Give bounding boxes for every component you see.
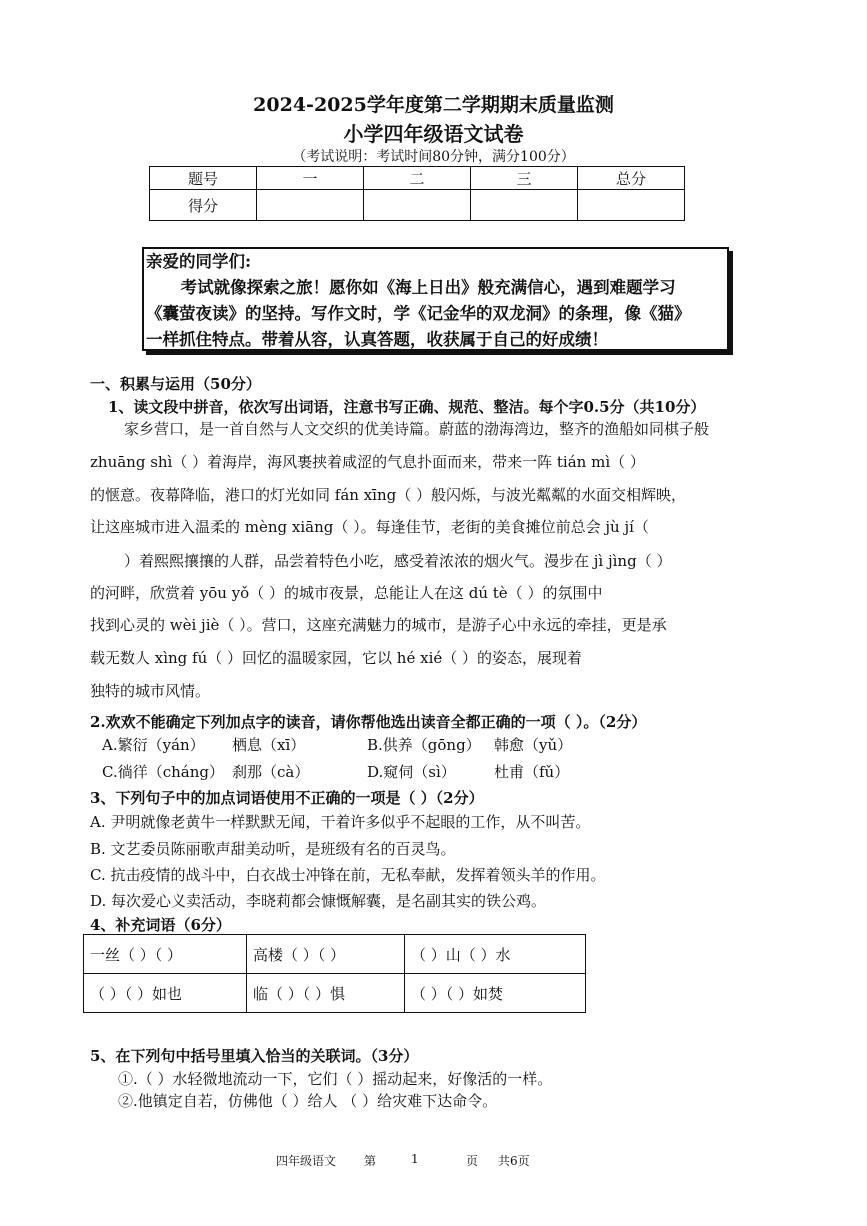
word-fill-cell[interactable]: 临（ ）（ ）惧 (247, 974, 405, 1013)
q1-text-line: 家乡营口，是一首自然与人文交织的优美诗篇。蔚蓝的渤海湾边，整齐的渔船如同棋子般 (124, 420, 710, 438)
intro-line: 考试就像探索之旅！愿你如《海上日出》般充满信心，遇到难题学习 (180, 278, 676, 297)
score-input-cell[interactable] (578, 190, 685, 221)
q5-item[interactable]: ②.他镇定自若，仿佛他（ ）给人 （ ）给灾难下达命令。 (118, 1092, 498, 1110)
q2-option-b-1[interactable]: B.供养（gōng） (367, 736, 481, 754)
q2-option-a-1[interactable]: A.繁衍（yán） (102, 736, 205, 754)
word-fill-cell[interactable]: 一丝（ ）（ ） (84, 935, 247, 974)
footer-total: 共6页 (498, 1154, 530, 1168)
q1-prompt: 1、读文段中拼音，依次写出词语，注意书写正确、规范、整洁。每个字0.5分（共10分） (108, 398, 706, 416)
q3-option[interactable]: C. 抗击疫情的战斗中，白衣战士冲锋在前，无私奉献，发挥着领头羊的作用。 (90, 866, 606, 884)
word-fill-cell[interactable]: （ ）（ ）如也 (84, 974, 247, 1013)
score-input-cell[interactable] (257, 190, 364, 221)
exam-note: （考试说明：考试时间80分钟，满分100分） (292, 149, 575, 165)
q5-prompt: 5、在下列句中括号里填入恰当的关联词。（3分） (90, 1047, 419, 1065)
score-row-label: 得分 (150, 190, 257, 221)
exam-title: 2024-2025学年度第二学期期末质量监测 (253, 94, 614, 116)
intro-greeting: 亲爱的同学们: (146, 252, 252, 271)
score-header-cell: 总分 (578, 167, 685, 190)
q3-prompt: 3、下列句子中的加点词语使用不正确的一项是（ ）（2分） (90, 789, 484, 807)
score-header-cell: 三 (471, 167, 578, 190)
q1-text-line: ）着熙熙攘攘的人群，品尝着特色小吃，感受着浓浓的烟火气。漫步在 jì jìng（ ） (124, 552, 672, 570)
section-heading: 一、积累与运用（50分） (90, 375, 261, 393)
q2-option-a-2[interactable]: 栖息（xī） (232, 736, 306, 754)
footer-grade: 四年级语文 (276, 1154, 337, 1168)
intro-line: 《囊萤夜读》的坚持。写作文时，学《记金华的双龙洞》的条理，像《猫》 (146, 304, 691, 323)
score-header-cell: 一 (257, 167, 364, 190)
word-fill-cell[interactable]: （ ）山（ ）水 (405, 935, 586, 974)
exam-subtitle: 小学四年级语文试卷 (343, 122, 524, 146)
score-table (149, 166, 685, 221)
q2-prompt: 2.欢欢不能确定下列加点字的读音，请你帮他选出读音全都正确的一项（ ）。（2分） (90, 713, 647, 731)
score-input-cell[interactable] (471, 190, 578, 221)
q1-text-line: 找到心灵的 wèi jiè（ ）。营口，这座充满魅力的城市，是游子心中永远的牵挂，更是承 (90, 616, 667, 634)
word-fill-cell[interactable]: 高楼（ ）（ ） (247, 935, 405, 974)
q1-text-line: zhuāng shì（ ）着海岸，海风裹挟着咸涩的气息扑面而来，带来一阵 tián mì（ ） (90, 453, 645, 471)
q2-option-b-2[interactable]: 韩愈（yǔ） (494, 736, 573, 754)
q3-option[interactable]: B. 文艺委员陈丽歌声甜美动听，是班级有名的百灵鸟。 (90, 840, 456, 858)
q1-text-line: 让这座城市进入温柔的 mèng xiāng（ ）。每逢佳节，老街的美食摊位前总会 jù jí（ (90, 518, 649, 536)
q2-option-d-2[interactable]: 杜甫（fǔ） (494, 763, 570, 781)
intro-box (142, 247, 729, 351)
q4-prompt: 4、补充词语（6分） (90, 916, 231, 934)
q1-text-line: 独特的城市风情。 (90, 682, 211, 700)
footer-page-prefix: 第 (364, 1154, 377, 1168)
q1-text-line: 的惬意。夜幕降临，港口的灯光如同 fán xīng（ ）般闪烁，与波光粼粼的水面交相辉映， (90, 486, 686, 504)
intro-line: 一样抓住特点。带着从容，认真答题，收获属于自己的好成绩！ (146, 330, 608, 349)
score-header-cell: 二 (364, 167, 471, 190)
q3-option[interactable]: A. 尹明就像老黄牛一样默默无闻，干着许多似乎不起眼的工作，从不叫苦。 (90, 813, 591, 831)
q2-option-c-1[interactable]: C.徜徉（cháng） (102, 763, 224, 781)
q2-option-c-2[interactable]: 刹那（cà） (232, 763, 310, 781)
q1-text-line: 载无数人 xìng fú（ ）回忆的温暖家园，它以 hé xié（ ）的姿态，展现着 (90, 649, 583, 667)
score-header-cell: 题号 (150, 167, 257, 190)
q3-option[interactable]: D. 每次爱心义卖活动，李晓莉都会慷慨解囊，是名副其实的铁公鸡。 (90, 892, 547, 910)
footer-page-num: 1 (411, 1152, 419, 1166)
q1-text-line: 的河畔，欣赏着 yōu yǒ（ ）的城市夜景，总能让人在这 dú tè（ ）的氛围中 (90, 584, 603, 602)
word-fill-table (83, 934, 586, 1013)
q2-option-d-1[interactable]: D.窥伺（sì） (367, 763, 456, 781)
score-input-cell[interactable] (364, 190, 471, 221)
q5-item[interactable]: ①.（ ）水轻微地流动一下，它们（ ）摇动起来，好像活的一样。 (118, 1070, 553, 1088)
word-fill-cell[interactable]: （ ）（ ）如焚 (405, 974, 586, 1013)
footer-page-suffix: 页 (466, 1154, 479, 1168)
